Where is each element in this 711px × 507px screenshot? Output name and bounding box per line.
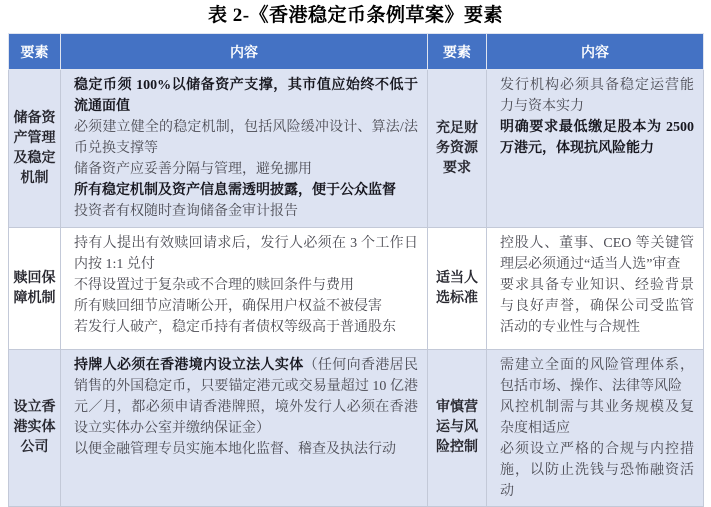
- content-line: 必须建立健全的稳定机制，包括风险缓冲设计、算法/法币兑换支撑等: [74, 120, 418, 156]
- content-line: 投资者有权随时查询储备金审计报告: [74, 204, 298, 219]
- header-element-right: 要素: [428, 34, 487, 70]
- element-label-redemption: 赎回保障机制: [9, 228, 61, 350]
- element-content-financial: [487, 70, 704, 228]
- element-content-redemption: [61, 228, 428, 350]
- content-line: 若发行人破产，稳定币持有者债权等级高于普通股东: [74, 320, 396, 335]
- table-row: [9, 228, 704, 350]
- content-line: 所有赎回细节应清晰公开，确保用户权益不被侵害: [74, 299, 382, 314]
- element-label-prudent-risk: 审慎营运与风险控制: [428, 350, 487, 507]
- element-label-financial: 充足财务资源要求: [428, 70, 487, 228]
- stablecoin-elements-table: [8, 33, 704, 507]
- table-title: 表 2-《香港稳定币条例草案》要素: [207, 5, 504, 26]
- element-content-reserve: [61, 70, 428, 228]
- table-row: [9, 350, 704, 507]
- content-line: 要求具备专业知识、经验背景与良好声誉，确保公司受监管活动的专业性与合规性: [500, 278, 694, 335]
- table-row: [9, 70, 704, 228]
- content-line: 以便金融管理专员实施本地化监督、稽查及执法行动: [74, 442, 396, 457]
- element-label-reserve: 储备资产管理及稳定机制: [9, 70, 61, 228]
- element-content-prudent-risk: [487, 350, 704, 507]
- content-line: 持有人提出有效赎回请求后，发行人必须在 3 个工作日内按 1:1 兑付: [74, 236, 418, 272]
- header-row: [9, 34, 704, 70]
- content-line: 需建立全面的风险管理体系，包括市场、操作、法律等风险: [500, 358, 694, 394]
- content-line: 稳定币须 100%以储备资产支撑，其市值应始终不低于流通面值: [74, 78, 418, 114]
- content-line: 储备资产应妥善分隔与管理，避免挪用: [74, 162, 312, 177]
- header-element-left: 要素: [9, 34, 61, 70]
- element-label-hk-entity: 设立香港实体公司: [9, 350, 61, 507]
- element-label-fit-person: 适当人选标准: [428, 228, 487, 350]
- element-content-hk-entity: [61, 350, 428, 507]
- header-content-right: 内容: [487, 34, 704, 70]
- content-line: 风控机制需与其业务规模及复杂度相适应: [500, 400, 694, 436]
- header-content-left: 内容: [61, 34, 428, 70]
- content-line: 控股人、董事、CEO 等关键管理层必须通过“适当人选”审查: [500, 236, 694, 272]
- content-line: 持牌人必须在香港境内设立法人实体（任何向香港居民销售的外国稳定币，只要锚定港元或交易量超过 10 亿港元／月，都必须申请香港牌照，境外发行人必须在香港设立实体办公室并缴纳保证金）: [74, 358, 419, 436]
- content-line: 明确要求最低缴足股本为 2500 万港元，体现抗风险能力: [500, 120, 694, 156]
- content-line: 所有稳定机制及资产信息需透明披露，便于公众监督: [74, 183, 396, 198]
- element-content-fit-person: [487, 228, 704, 350]
- content-line: 发行机构必须具备稳定运营能力与资本实力: [500, 78, 694, 114]
- content-line: 不得设置过于复杂或不合理的赎回条件与费用: [74, 278, 354, 293]
- content-line: 必须设立严格的合规与内控措施，以防止洗钱与恐怖融资活动: [500, 442, 694, 499]
